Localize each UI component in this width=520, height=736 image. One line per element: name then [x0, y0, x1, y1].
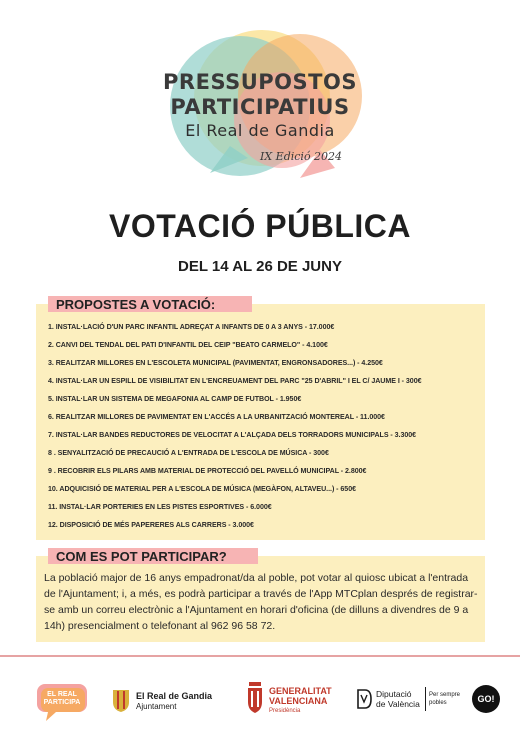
- go-logo: GO!: [472, 685, 500, 713]
- list-item: 11. INSTAL·LAR PORTERIES EN LES PISTES ESPORTIVES - 6.000€: [48, 503, 272, 511]
- generalitat-emblem-icon: [247, 682, 263, 714]
- ajuntament-sub: Ajuntament: [136, 702, 177, 711]
- ajuntament-logo: [112, 688, 222, 718]
- voting-dates: DEL 14 AL 26 DE JUNY: [178, 258, 342, 275]
- list-item: 5. INSTAL·LAR UN SISTEMA DE MEGAFONIA AL CAMP DE FUTBOL - 1.950€: [48, 395, 302, 403]
- proposals-header: PROPOSTES A VOTACIÓ:: [48, 296, 252, 312]
- logo-edition: IX Edició 2024: [260, 150, 343, 163]
- footer-divider: [0, 655, 520, 657]
- diputacio-emblem-icon: [356, 688, 372, 710]
- participation-text: La població major de 16 anys empadronat/da al poble, pot votar al quiosc ubicat a l'entrada de l'Ajuntament; i, a més, es podrà participar a través de l'App MTCplan després de registrar-se amb un correu electrònic a l'Ajuntament en horari d'oficina (de dilluns a divendres de 9 a 14h) presencialment o telefonant al 962 96 58 72.: [44, 572, 478, 632]
- proposals-list: [48, 318, 478, 534]
- participa-line-1: EL REAL: [47, 691, 77, 698]
- diputacio-line-2: de València: [376, 699, 420, 709]
- logo-line-1: PRESSUPOSTOS: [163, 70, 357, 94]
- list-item: 1. INSTAL·LACIÓ D'UN PARC INFANTIL ADREÇAT A INFANTS DE 0 A 3 ANYS - 17.000€: [48, 323, 335, 331]
- generalitat-line-2: VALENCIANA: [269, 696, 328, 706]
- generalitat-line-1: GENERALITAT: [269, 686, 332, 696]
- participatius-logo: [0, 0, 520, 195]
- diputacio-line-1: Diputació: [376, 689, 412, 699]
- logo-line-3: El Real de Gandia: [185, 121, 335, 140]
- diputacio-tag-line-1: Per sempre: [429, 692, 461, 698]
- list-item: 9 . RECOBRIR ELS PILARS AMB MATERIAL DE PROTECCIÓ DEL PAVELLÓ MUNICIPAL - 2.800€: [48, 467, 367, 475]
- page-title: VOTACIÓ PÚBLICA: [108, 208, 411, 244]
- logo-line-2: PARTICIPATIUS: [170, 95, 350, 119]
- list-item: 4. INSTAL·LAR UN ESPILL DE VISIBILITAT EN L'ENCREUAMENT DEL PARC "25 D'ABRIL" I EL C/ JAUME I - 300€: [48, 377, 422, 385]
- list-item: 2. CANVI DEL TENDAL DEL PATI D'INFANTIL DEL CEIP "BEATO CARMELO" - 4.100€: [48, 341, 328, 349]
- diputacio-separator: [425, 687, 426, 711]
- coat-of-arms-icon: [112, 688, 130, 712]
- generalitat-logo: [247, 680, 347, 724]
- list-item: 3. REALITZAR MILLORES EN L'ESCOLETA MUNICIPAL (PAVIMENTAT, ENGRONSADORES...) - 4.250€: [48, 359, 383, 367]
- el-real-participa-logo: [36, 682, 88, 722]
- diputacio-tag-line-2: pobles: [429, 700, 447, 706]
- list-item: 7. INSTAL·LAR BANDES REDUCTORES DE VELOCITAT A L'ALÇADA DELS TORRADORS MUNICIPALS - 3.300€: [48, 431, 417, 439]
- participa-line-2: PARTICIPA: [43, 699, 81, 706]
- diputacio-logo: [356, 684, 466, 718]
- list-item: 12. DISPOSICIÓ DE MÉS PAPERERES ALS CARRERS - 3.000€: [48, 521, 254, 529]
- participation-header: COM ES POT PARTICIPAR?: [48, 548, 258, 564]
- list-item: 10. ADQUICISIÓ DE MATERIAL PER A L'ESCOLA DE MÚSICA (MEGÀFON, ALTAVEU...) - 650€: [48, 485, 356, 493]
- generalitat-sub: Presidència: [269, 708, 301, 714]
- list-item: 8 . SENYALITZACIÓ DE PRECAUCIÓ A L'ENTRADA DE L'ESCOLA DE MÚSICA - 300€: [48, 449, 329, 457]
- ajuntament-name: El Real de Gandia: [136, 691, 213, 701]
- sponsor-logos: [0, 670, 520, 730]
- list-item: 6. REALITZAR MILLORES DE PAVIMENTAT EN L'ACCÉS A LA URBANITZACIÓ MONTEREAL - 11.000€: [48, 413, 385, 421]
